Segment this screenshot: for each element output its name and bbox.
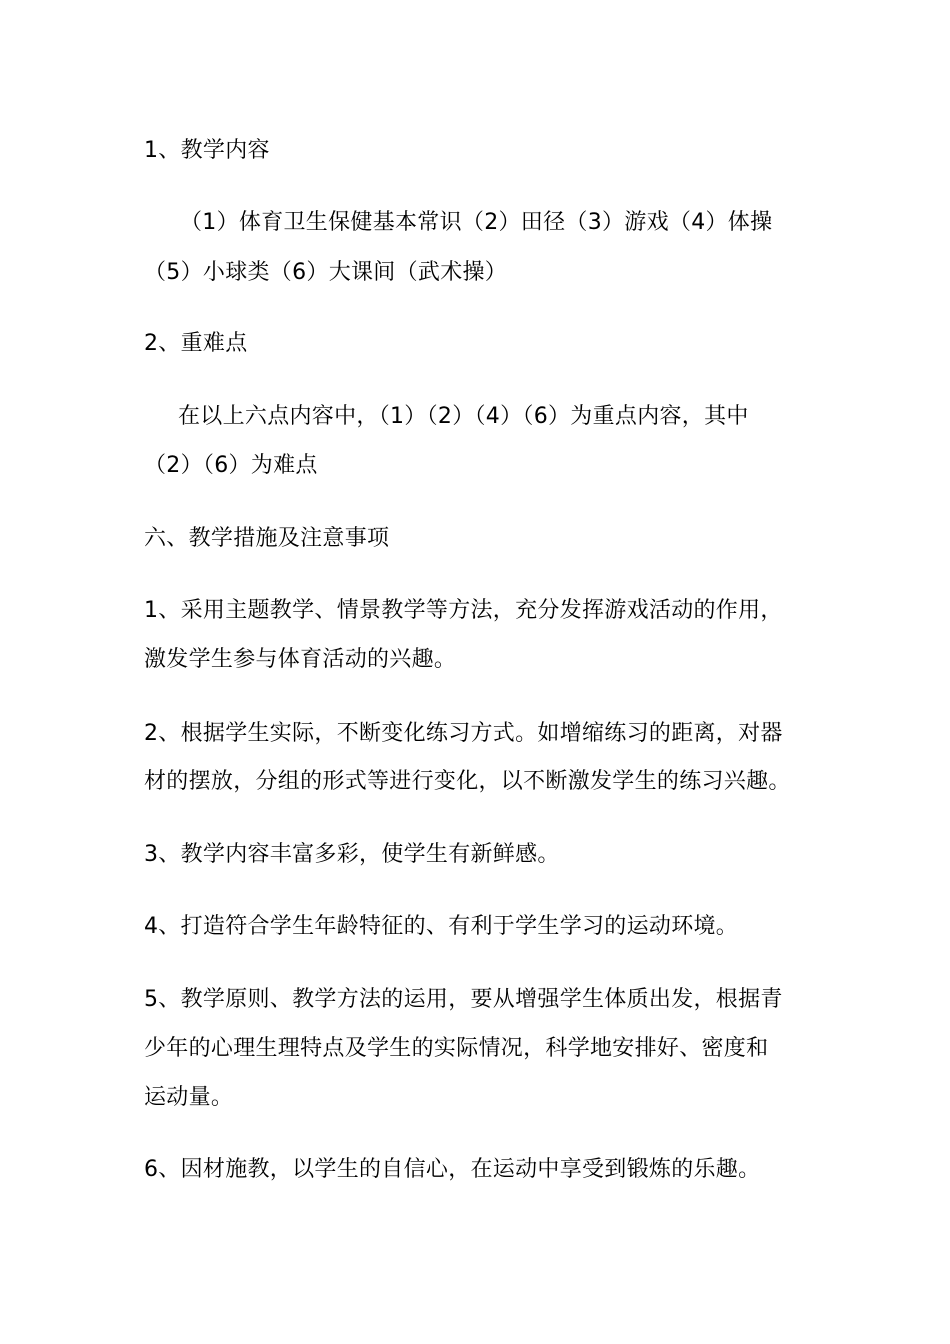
measure-6-line-1: 6、因材施教，以学生的自信心，在运动中享受到锻炼的乐趣。 bbox=[144, 1157, 761, 1182]
measure-2-line-2: 材的摆放，分组的形式等进行变化，以不断激发学生的练习兴趣。 bbox=[144, 769, 791, 794]
key-points-line-1: 在以上六点内容中，（1）（2）（4）（6）为重点内容，其中 bbox=[178, 404, 749, 429]
measure-3-line-1: 3、教学内容丰富多彩，使学生有新鲜感。 bbox=[144, 842, 560, 867]
measure-2-line-1: 2、根据学生实际，不断变化练习方式。如增缩练习的距离，对器 bbox=[144, 721, 783, 746]
section-heading-key-difficult-points: 2、重难点 bbox=[144, 331, 248, 356]
teaching-content-line-1: （1）体育卫生保健基本常识（2）田径（3）游戏（4）体操 bbox=[180, 210, 773, 235]
measure-5-line-2: 少年的心理生理特点及学生的实际情况，科学地安排好、密度和 bbox=[144, 1036, 769, 1061]
key-points-line-2: （2）（6）为难点 bbox=[144, 453, 318, 478]
teaching-content-line-2: （5）小球类（6）大课间（武术操） bbox=[144, 260, 508, 285]
measure-5-line-3: 运动量。 bbox=[144, 1085, 234, 1110]
measure-1-line-1: 1、采用主题教学、情景教学等方法，充分发挥游戏活动的作用， bbox=[144, 598, 783, 623]
measure-5-line-1: 5、教学原则、教学方法的运用，要从增强学生体质出发，根据青 bbox=[144, 987, 783, 1012]
measure-1-line-2: 激发学生参与体育活动的兴趣。 bbox=[144, 647, 457, 672]
section-heading-teaching-content: 1、教学内容 bbox=[144, 138, 270, 163]
measure-4-line-1: 4、打造符合学生年龄特征的、有利于学生学习的运动环境。 bbox=[144, 914, 739, 939]
section-heading-teaching-measures: 六、教学措施及注意事项 bbox=[144, 526, 390, 551]
